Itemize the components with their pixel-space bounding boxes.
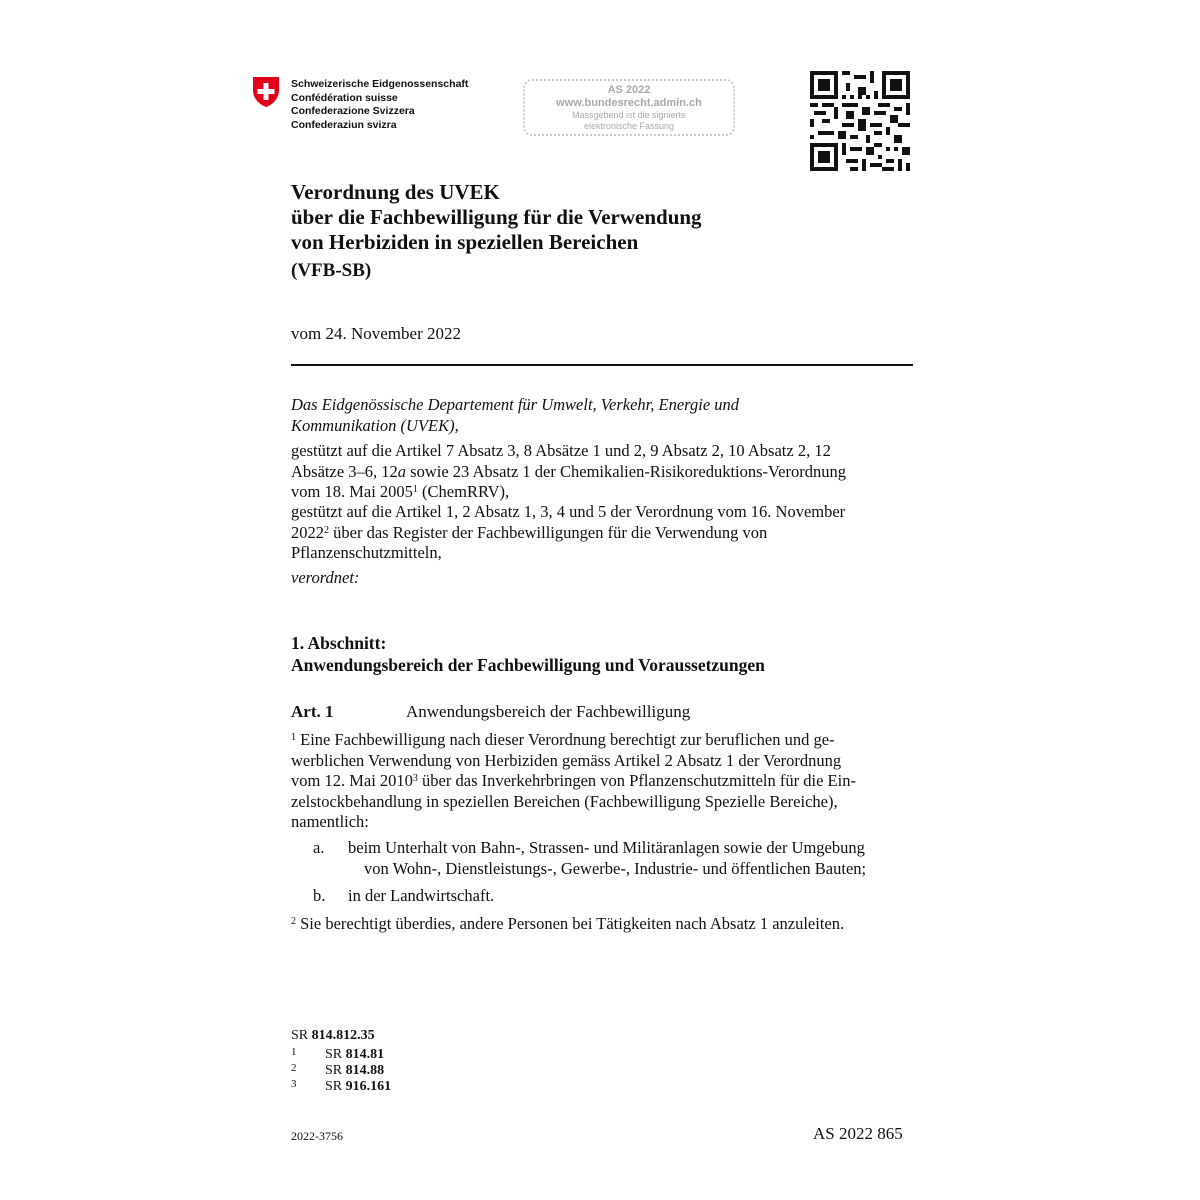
basis2-line-3: Pflanzenschutzmitteln, xyxy=(291,543,442,562)
section-heading xyxy=(291,632,765,676)
dept-line-2: Kommunikation (UVEK), xyxy=(291,415,459,435)
item-a-line-1: beim Unterhalt von Bahn-, Strassen- und Militäranlagen sowie der Umgebung xyxy=(348,838,865,857)
basis1-date: vom 18. Mai 2005 xyxy=(291,482,413,501)
basis1-line-3 xyxy=(291,482,913,503)
document-number: 2022-3756 xyxy=(291,1129,343,1143)
sr-prefix: SR xyxy=(291,1028,312,1043)
title-abbreviation: (VFB-SB) xyxy=(291,260,372,281)
paragraph-1 xyxy=(291,730,913,833)
swiss-crest-icon xyxy=(252,76,280,108)
section-title: Anwendungsbereich der Fachbewilligung und Voraussetzungen xyxy=(291,655,765,675)
title-line-1: Verordnung des UVEK xyxy=(291,180,500,204)
p1-text-3: über das Inverkehrbringen von Pflanzenschutzmitteln für die Ein- xyxy=(417,771,856,790)
footnote-2[interactable] xyxy=(325,1063,384,1079)
p1-line-5: namentlich: xyxy=(291,812,369,831)
basis2-text: über das Register der Fachbewilligungen für die Verwendung von xyxy=(329,522,768,542)
sr-value: 814.812.35 xyxy=(311,1028,375,1043)
item-a-line-2: von Wohn-, Dienstleistungs-, Gewerbe-, Industrie- und öffentlichen Bauten; xyxy=(364,858,867,878)
list-item-a-marker: a. xyxy=(313,838,325,857)
footnote-1-ref: 814.81 xyxy=(345,1047,385,1062)
article-title: Anwendungsbereich der Fachbewilligung xyxy=(406,702,691,721)
list-item-a xyxy=(348,838,913,879)
footnote-3[interactable] xyxy=(325,1079,391,1095)
stamp-as: AS 2022 xyxy=(607,84,651,96)
section-number: 1. Abschnitt: xyxy=(291,633,387,653)
paragraph-2 xyxy=(291,914,913,935)
legal-basis-2 xyxy=(291,502,913,564)
basis1-abbr: (ChemRRV), xyxy=(417,482,510,501)
footnote-number-1: 1 xyxy=(291,1046,297,1058)
p1-date: vom 12. Mai 2010 xyxy=(291,771,413,790)
p1-text-1: Eine Fachbewilligung nach dieser Verordnung berechtigt zur beruflichen und ge- xyxy=(296,730,835,749)
confederation-de: Schweizerische Eidgenossenschaft xyxy=(291,78,469,90)
footnote-ref-2[interactable]: 2 xyxy=(324,524,329,536)
footnote-3-prefix: SR xyxy=(325,1079,346,1094)
dept-line-1: Das Eidgenössische Departement für Umwelt, Verkehr, Energie und xyxy=(291,395,740,414)
paragraph-number-2: 2 xyxy=(291,916,296,927)
issuing-department xyxy=(291,395,913,436)
confederation-fr: Confédération suisse xyxy=(291,91,398,104)
p1-line-1 xyxy=(291,730,913,751)
list-item-b: in der Landwirtschaft. xyxy=(348,886,495,905)
basis1-text-a: Absätze 3–6, 12 xyxy=(291,461,398,481)
basis1-line-2 xyxy=(291,462,913,483)
legal-basis-1 xyxy=(291,441,913,503)
p1-line-3 xyxy=(291,771,913,792)
footnote-1-prefix: SR xyxy=(325,1047,346,1062)
stamp-note-2: elektronische Fassung xyxy=(583,121,675,131)
as-reference: AS 2022 865 xyxy=(813,1124,903,1143)
footnote-3-ref: 916.161 xyxy=(345,1079,392,1094)
basis1-line-1: gestützt auf die Artikel 7 Absatz 3, 8 Absätze 1 und 2, 9 Absatz 2, 10 Absatz 2, 12 xyxy=(291,441,831,460)
basis2-year: 2022 xyxy=(291,522,324,542)
qr-code-icon[interactable] xyxy=(810,71,910,171)
p1-line-4: zelstockbehandlung in speziellen Bereichen (Fachbewilligung Spezielle Bereiche), xyxy=(291,791,838,811)
basis1-text-c: sowie 23 Absatz 1 der Chemikalien-Risikoreduktions-Verordnung xyxy=(406,461,846,481)
stamp-note-1: Massgebend ist die signierte xyxy=(571,110,687,120)
footnote-number-3: 3 xyxy=(291,1078,297,1090)
p2-text: Sie berechtigt überdies, andere Personen bei Tätigkeiten nach Absatz 1 anzuleiten. xyxy=(296,914,845,933)
footnote-2-prefix: SR xyxy=(325,1063,346,1078)
p1-line-2: werblichen Verwendung von Herbiziden gemäss Artikel 2 Absatz 1 der Verordnung xyxy=(291,750,842,770)
official-stamp xyxy=(523,79,735,136)
paragraph-number-1: 1 xyxy=(291,732,296,743)
footnote-1[interactable] xyxy=(325,1047,384,1063)
basis2-line-2 xyxy=(291,523,913,544)
footnote-ref-1[interactable]: 1 xyxy=(412,484,418,495)
title-line-2: über die Fachbewilligung für die Verwendung xyxy=(291,205,702,229)
title-line-3: von Herbiziden in speziellen Bereichen xyxy=(291,230,639,254)
footnote-ref-3[interactable]: 3 xyxy=(412,773,418,784)
confederation-names xyxy=(291,78,468,132)
confederation-rm: Confederaziun svizra xyxy=(291,118,397,131)
confederation-it: Confederazione Svizzera xyxy=(291,105,415,117)
document-date: vom 24. November 2022 xyxy=(291,324,461,343)
enacting-clause: verordnet: xyxy=(291,568,360,587)
footnote-number-2: 2 xyxy=(291,1062,297,1074)
footnote-2-ref: 814.88 xyxy=(345,1063,385,1078)
basis2-line-1: gestützt auf die Artikel 1, 2 Absatz 1, 3, 4 und 5 der Verordnung vom 16. November xyxy=(291,502,846,521)
basis1-italic: a xyxy=(397,461,407,481)
document-title xyxy=(291,180,702,255)
article-number: Art. 1 xyxy=(291,702,334,721)
stamp-url[interactable]: www.bundesrecht.admin.ch xyxy=(556,97,702,109)
sr-number xyxy=(291,1028,375,1044)
title-divider xyxy=(291,364,913,366)
list-item-b-marker: b. xyxy=(313,886,326,905)
